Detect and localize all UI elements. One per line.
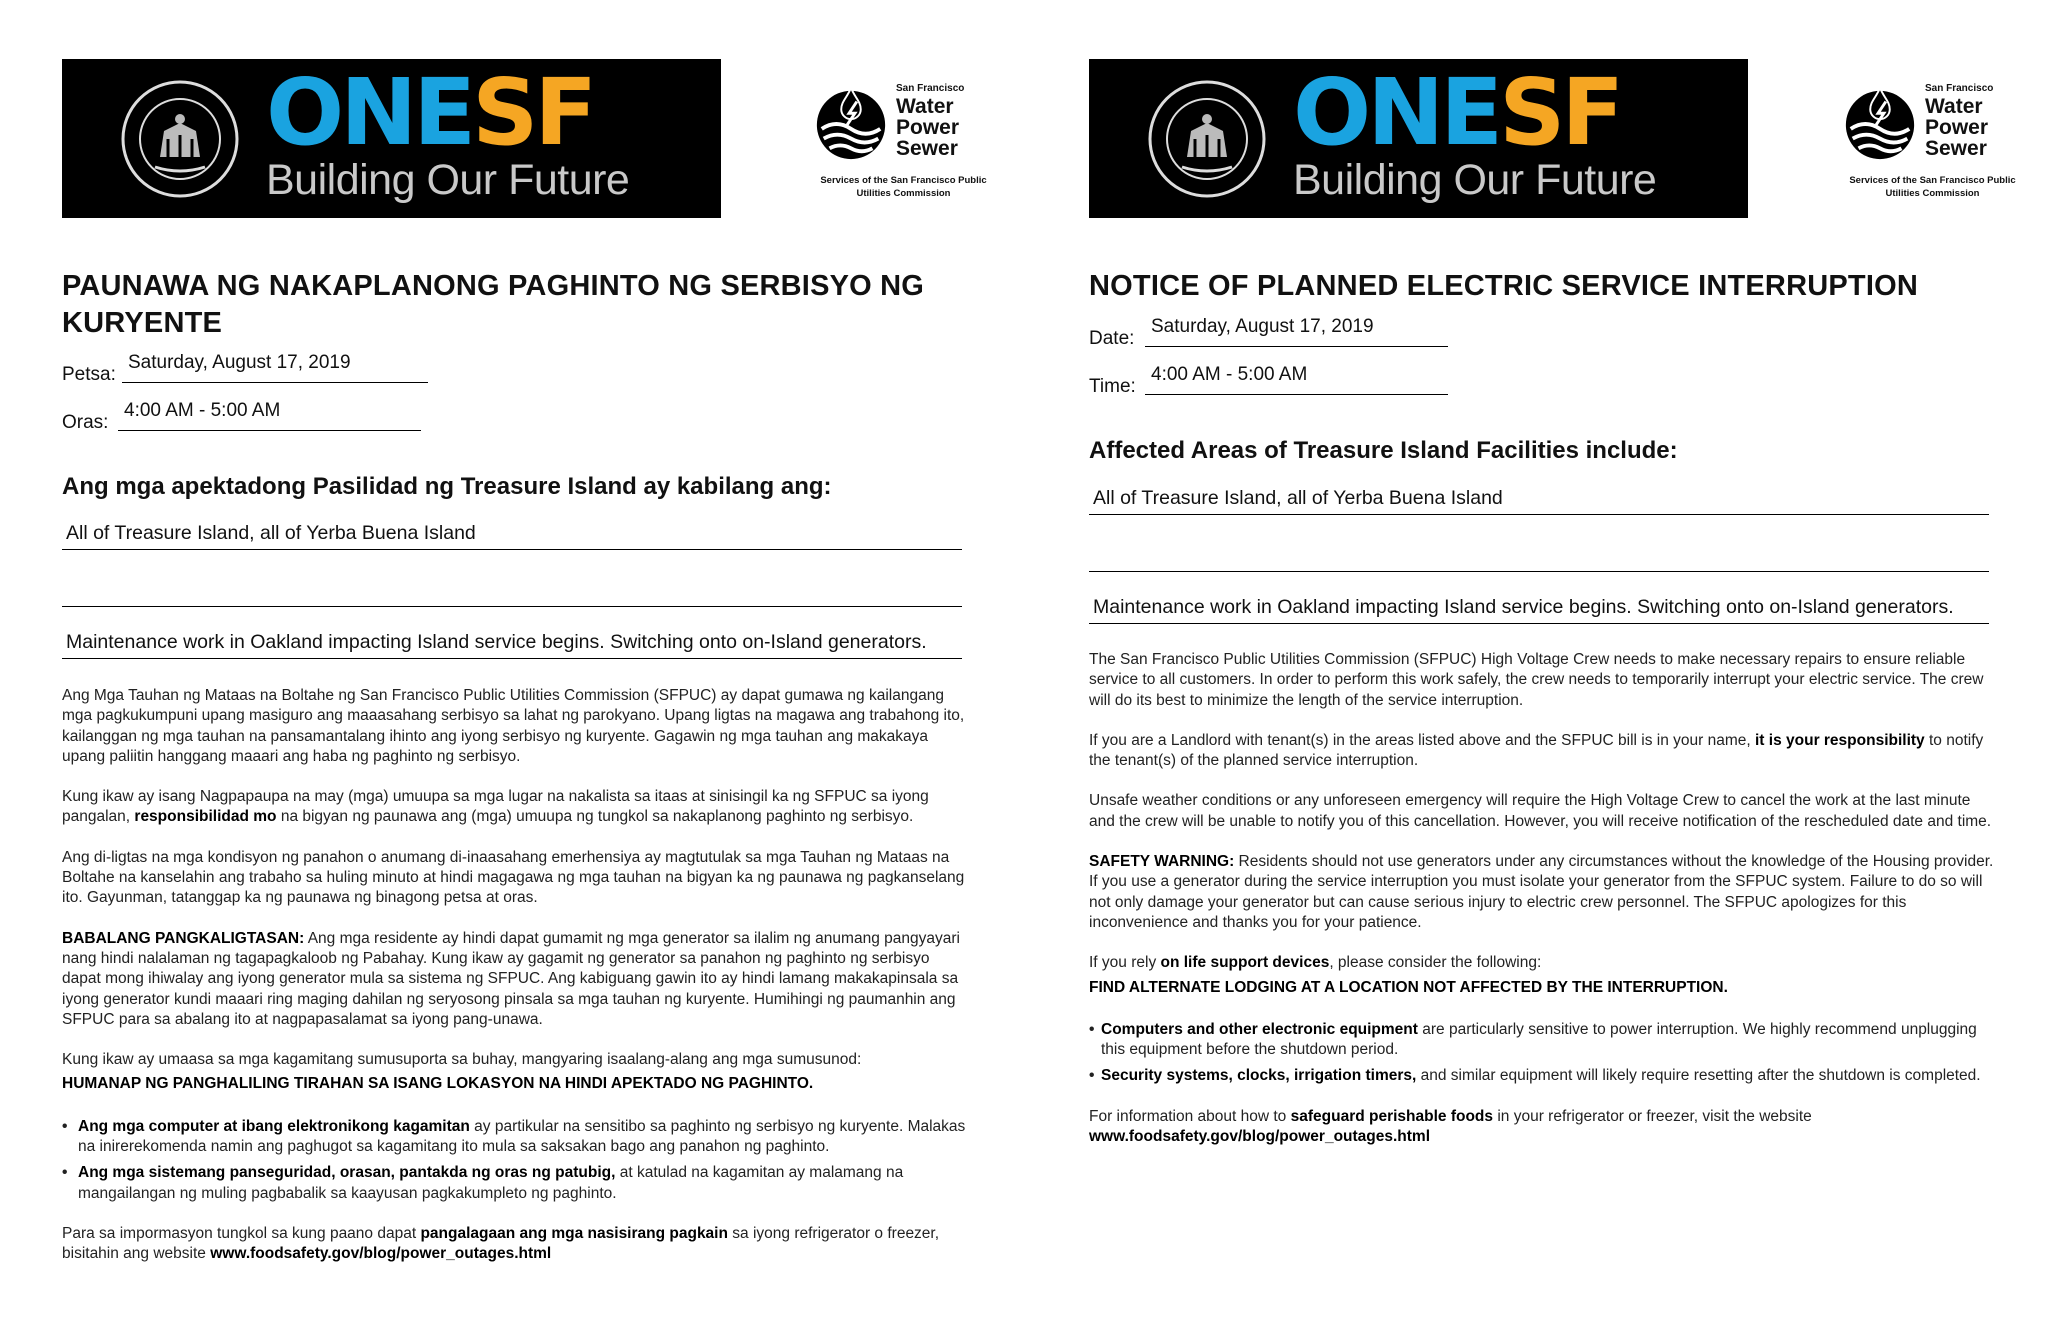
areas-heading: Ang mga apektadong Pasilidad ng Treasure Island ay kabilang ang: bbox=[62, 473, 832, 500]
paragraph-food-safety: For information about how to safeguard perishable foods in your refrigerator or freezer, visit the website www.foodsafety.gov/blog/power_outages.html bbox=[1089, 1107, 1812, 1146]
area-line-2 bbox=[1089, 570, 1989, 572]
paragraph-life-support: If you rely on life support devices, please consider the following: bbox=[1089, 954, 1542, 972]
paragraph-cancellation: Unsafe weather conditions or any unforeseen emergency will require the High Voltage Crew to cancel the work at the last minute and the crew will be unable to notify you of this cancellation. However, you will receive notification of the rescheduled date and time. bbox=[1089, 792, 1992, 830]
time-field bbox=[62, 400, 462, 436]
paragraph-life-support: Kung ikaw ay umaasa sa mga kagamitang sumusuporta sa buhay, mangyaring isaalang-alang ang mga sumusunod: bbox=[62, 1051, 862, 1069]
sfpuc-logo bbox=[1841, 78, 2021, 208]
paragraph-landlord: Kung ikaw ay isang Nagpapaupa na may (mga) umuupa sa mga lugar na nakalista sa itaas at sinisingil ka ng SFPUC sa iyong pangalan, responsibilidad mo na bigyan ng paunawa ang (mga) umuupa ng tungkol sa nakaplanong paghinto ng serbisyo. bbox=[62, 788, 929, 826]
date-label: Date: bbox=[1089, 328, 1135, 349]
date-label: Petsa: bbox=[62, 364, 116, 385]
sfpuc-services: Water Power Sewer bbox=[1925, 95, 1989, 160]
banner-tagline: Building Our Future bbox=[266, 156, 630, 204]
bullet-security-systems: • Ang mga sistemang panseguridad, orasan, pantakda ng oras ng patubig, at katulad na kagamitan ay malamang na mangailangan ng muling pagbabalik sa kaayusan pagkakumpleto ng paghinto. bbox=[62, 1164, 904, 1202]
bullet-electronics: • Computers and other electronic equipment are particularly sensitive to power interruption. We highly recommend unplugging this equipment before the shutdown period. bbox=[1089, 1020, 1977, 1059]
food-safety-link[interactable]: www.foodsafety.gov/blog/power_outages.html bbox=[1089, 1128, 1431, 1146]
time-label: Oras: bbox=[62, 412, 109, 433]
sfpuc-services: Water Power Sewer bbox=[896, 95, 960, 160]
notice-title: NOTICE OF PLANNED ELECTRIC SERVICE INTERRUPTION bbox=[1089, 270, 1918, 302]
notice-title: PAUNAWA NG NAKAPLANONG PAGHINTO NG SERBISYO NG KURYENTE bbox=[62, 270, 925, 339]
onesf-logo: ONESF bbox=[1293, 59, 1621, 166]
paragraph-food-safety: Para sa impormasyon tungkol sa kung paano dapat pangalagaan ang mga nasisirang pagkain sa iyong refrigerator o freezer, bisitahin ang website www.foodsafety.gov/blog/power_outages.html bbox=[62, 1224, 940, 1263]
onesf-banner bbox=[1089, 59, 1748, 218]
areas-heading: Affected Areas of Treasure Island Facilities include: bbox=[1089, 437, 1678, 464]
sfpuc-subtitle: Services of the San Francisco Public Utilities Commission bbox=[1849, 175, 2016, 199]
date-field bbox=[1089, 316, 1489, 352]
area-line-3: Maintenance work in Oakland impacting Island service begins. Switching onto on-Island generators. bbox=[1089, 594, 1989, 624]
date-value: Saturday, August 17, 2019 bbox=[1145, 316, 1448, 347]
time-field bbox=[1089, 364, 1489, 400]
paragraph-landlord: If you are a Landlord with tenant(s) in the areas listed above and the SFPUC bill is in your name, it is your responsibility to notify the tenant(s) of the planned service interruption. bbox=[1089, 731, 1984, 770]
water-power-sewer-icon bbox=[812, 84, 890, 162]
english-notice-page bbox=[1089, 0, 2016, 1325]
notice-body bbox=[62, 686, 967, 1285]
bullet-security-systems: • Security systems, clocks, irrigation timers, and similar equipment will likely require resetting after the shutdown is completed. bbox=[1089, 1067, 1981, 1085]
paragraph-safety-warning: BABALANG PANGKALIGTASAN: Ang mga residente ay hindi dapat gumamit ng mga generator sa ilalim ng anumang pangyayari nang hindi nalalaman ng tagapagkaloob ng Pabahay. Kung ikaw ay gagamit ng generator sa panahon ng paghinto ng serbisyo dapat mong ihiwalay ang iyong generator mula sa sistema ng SFPUC. Ang kabiguang gawin ito ay hindi lamang makakapinsala sa iyong generator kundi maaari ring maging dahilan ng seryosong pinsala sa mga tauhan ng kuryente. Humihingi ng paumanhin ang SFPUC para sa abalang ito at nagpapasalamat sa iyong pang-unawa. bbox=[62, 929, 960, 1028]
time-value: 4:00 AM - 5:00 AM bbox=[118, 400, 421, 431]
area-line-1: All of Treasure Island, all of Yerba Buena Island bbox=[62, 520, 962, 550]
sfpuc-subtitle: Services of the San Francisco Public Utilities Commission bbox=[820, 175, 987, 199]
food-safety-link[interactable]: www.foodsafety.gov/blog/power_outages.html bbox=[210, 1245, 552, 1263]
paragraph-cancellation: Ang di-ligtas na mga kondisyon ng panahon o anumang di-inaasahang emerhensiya ay magtutulak sa mga Tauhan ng Mataas na Boltahe na kanselahin ang trabaho sa huling minuto at hindi magagawa ng mga tauhan na bigyan ka ng paunawa ng pagkanselang ito. Gayunman, tatanggap ka ng paunawa ng binagong petsa at oras. bbox=[62, 848, 965, 907]
city-seal-icon bbox=[1147, 79, 1267, 199]
water-power-sewer-icon bbox=[1841, 84, 1919, 162]
date-value: Saturday, August 17, 2019 bbox=[122, 352, 428, 383]
date-field bbox=[62, 352, 462, 388]
area-line-3: Maintenance work in Oakland impacting Island service begins. Switching onto on-Island generators. bbox=[62, 629, 962, 659]
alternate-lodging-notice: FIND ALTERNATE LODGING AT A LOCATION NOT AFFECTED BY THE INTERRUPTION. bbox=[1089, 978, 1728, 996]
onesf-banner bbox=[62, 59, 721, 218]
sfpuc-logo bbox=[812, 78, 992, 208]
onesf-logo: ONESF bbox=[266, 59, 594, 166]
notice-body bbox=[1089, 650, 1994, 1167]
sfpuc-small-text: San Francisco bbox=[1925, 83, 1994, 94]
alternate-lodging-notice: HUMANAP NG PANGHALILING TIRAHAN SA ISANG LOKASYON NA HINDI APEKTADO NG PAGHINTO. bbox=[62, 1075, 814, 1093]
paragraph-repairs: The San Francisco Public Utilities Commission (SFPUC) High Voltage Crew needs to make necessary repairs to ensure reliable service to all customers. In order to perform this work safely, the crew needs to temporarily interrupt your electric service. The crew will do its best to minimize the length of the service interruption. bbox=[1089, 651, 1984, 709]
paragraph-repairs: Ang Mga Tauhan ng Mataas na Boltahe ng San Francisco Public Utilities Commission (SFPUC) ay dapat gumawa ng kailangang mga pagkukumpuni upang masiguro ang maaasahang serbisyo sa lahat ng parokyano. Upang ligtas na magawa ang trabahong ito, kailanggan ng mga tauhan na pansamantalang ihinto ang iyong serbisyo ng kuryente. Gagawin ng mga tauhan ang makakaya upang paliitin hanggang maaari ang haba ng paghinto ng serbisyo. bbox=[62, 687, 965, 765]
time-label: Time: bbox=[1089, 376, 1136, 397]
sfpuc-small-text: San Francisco bbox=[896, 83, 965, 94]
area-line-2 bbox=[62, 605, 962, 607]
time-value: 4:00 AM - 5:00 AM bbox=[1145, 364, 1448, 395]
paragraph-safety-warning: SAFETY WARNING: Residents should not use generators under any circumstances without the knowledge of the Housing provider. If you use a generator during the service interruption you must isolate your generator from the SFPUC system. Failure to do so will not only damage your generator but can cause serious injury to electric crew personnel. The SFPUC apologizes for this inconvenience and thanks you for your patience. bbox=[1089, 853, 1994, 931]
area-line-1: All of Treasure Island, all of Yerba Buena Island bbox=[1089, 485, 1989, 515]
tagalog-notice-page bbox=[62, 0, 987, 1325]
banner-tagline: Building Our Future bbox=[1293, 156, 1657, 204]
bullet-electronics: • Ang mga computer at ibang elektronikong kagamitan ay partikular na sensitibo sa paghinto ng serbisyo ng kuryente. Malakas na inirerekomenda namin ang paghugot sa kagamitang ito mula sa saksakan bago ang panahon ng paghinto. bbox=[62, 1117, 966, 1156]
city-seal-icon bbox=[120, 79, 240, 199]
